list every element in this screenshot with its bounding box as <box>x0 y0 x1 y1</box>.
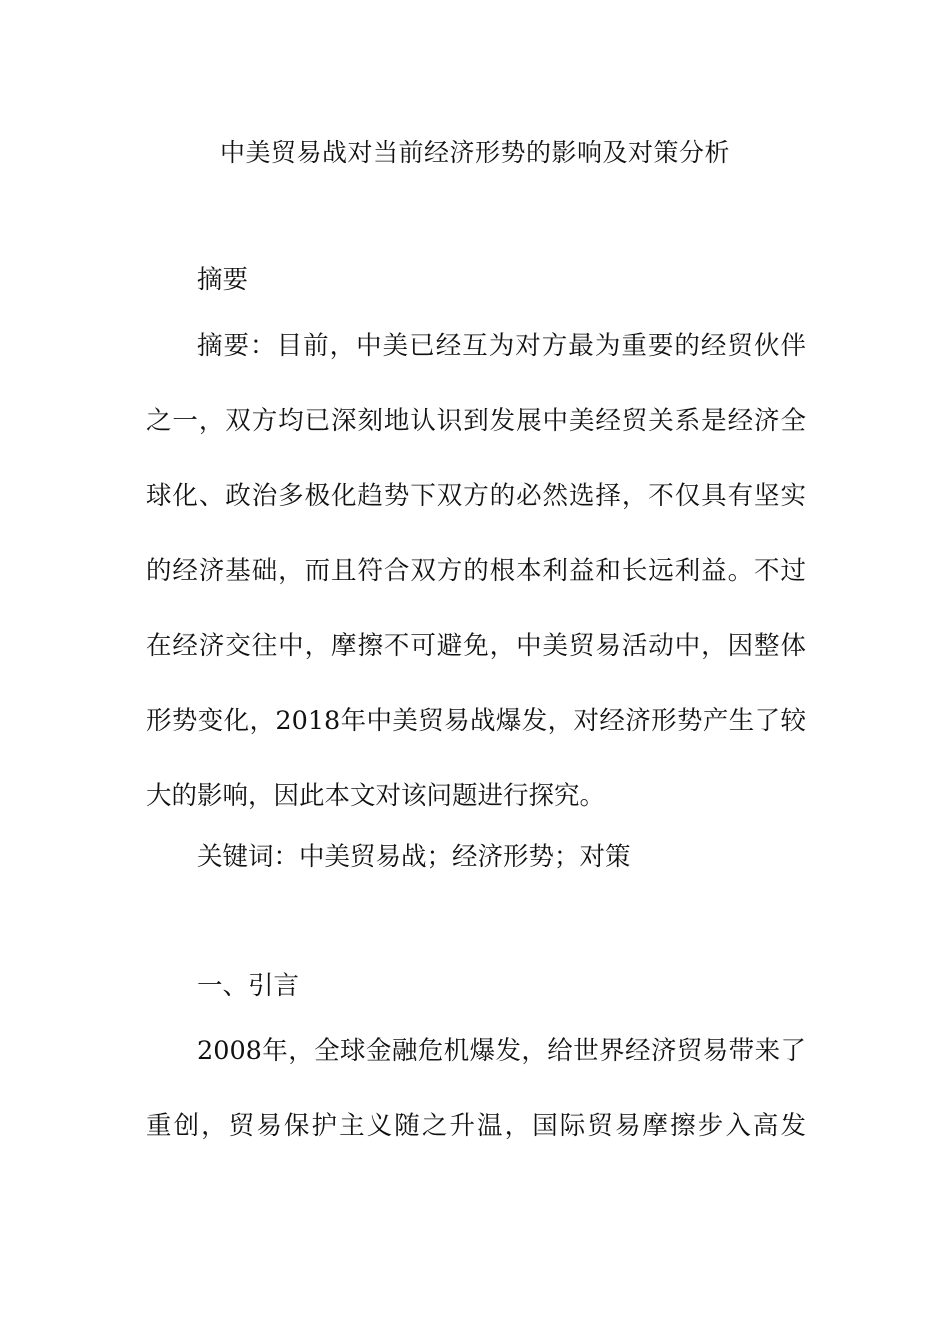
abstract-line-3: 球化、政治多极化趋势下双方的必然选择，不仅具有坚实 <box>146 481 806 511</box>
abstract-heading: 摘要 <box>197 265 249 295</box>
abstract-line-6: 形势变化，2018年中美贸易战爆发，对经济形势产生了较 <box>146 706 806 736</box>
abstract-line-7: 大的影响，因此本文对该问题进行探究。 <box>146 781 606 811</box>
section-1-heading: 一、引言 <box>197 971 300 1001</box>
section-1-line-1: 2008年，全球金融危机爆发，给世界经济贸易带来了 <box>197 1036 806 1066</box>
abstract-line-1: 摘要：目前，中美已经互为对方最为重要的经贸伙伴 <box>197 331 806 361</box>
document-title: 中美贸易战对当前经济形势的影响及对策分析 <box>219 138 730 167</box>
abstract-line-4: 的经济基础，而且符合双方的根本利益和长远利益。不过 <box>146 556 806 586</box>
section-1-line-2: 重创，贸易保护主义随之升温，国际贸易摩擦步入高发 <box>146 1111 806 1141</box>
abstract-line-5: 在经济交往中，摩擦不可避免，中美贸易活动中，因整体 <box>146 631 806 661</box>
abstract-line-2: 之一，双方均已深刻地认识到发展中美经贸关系是经济全 <box>146 406 806 436</box>
keywords-line: 关键词：中美贸易战；经济形势；对策 <box>197 842 631 872</box>
